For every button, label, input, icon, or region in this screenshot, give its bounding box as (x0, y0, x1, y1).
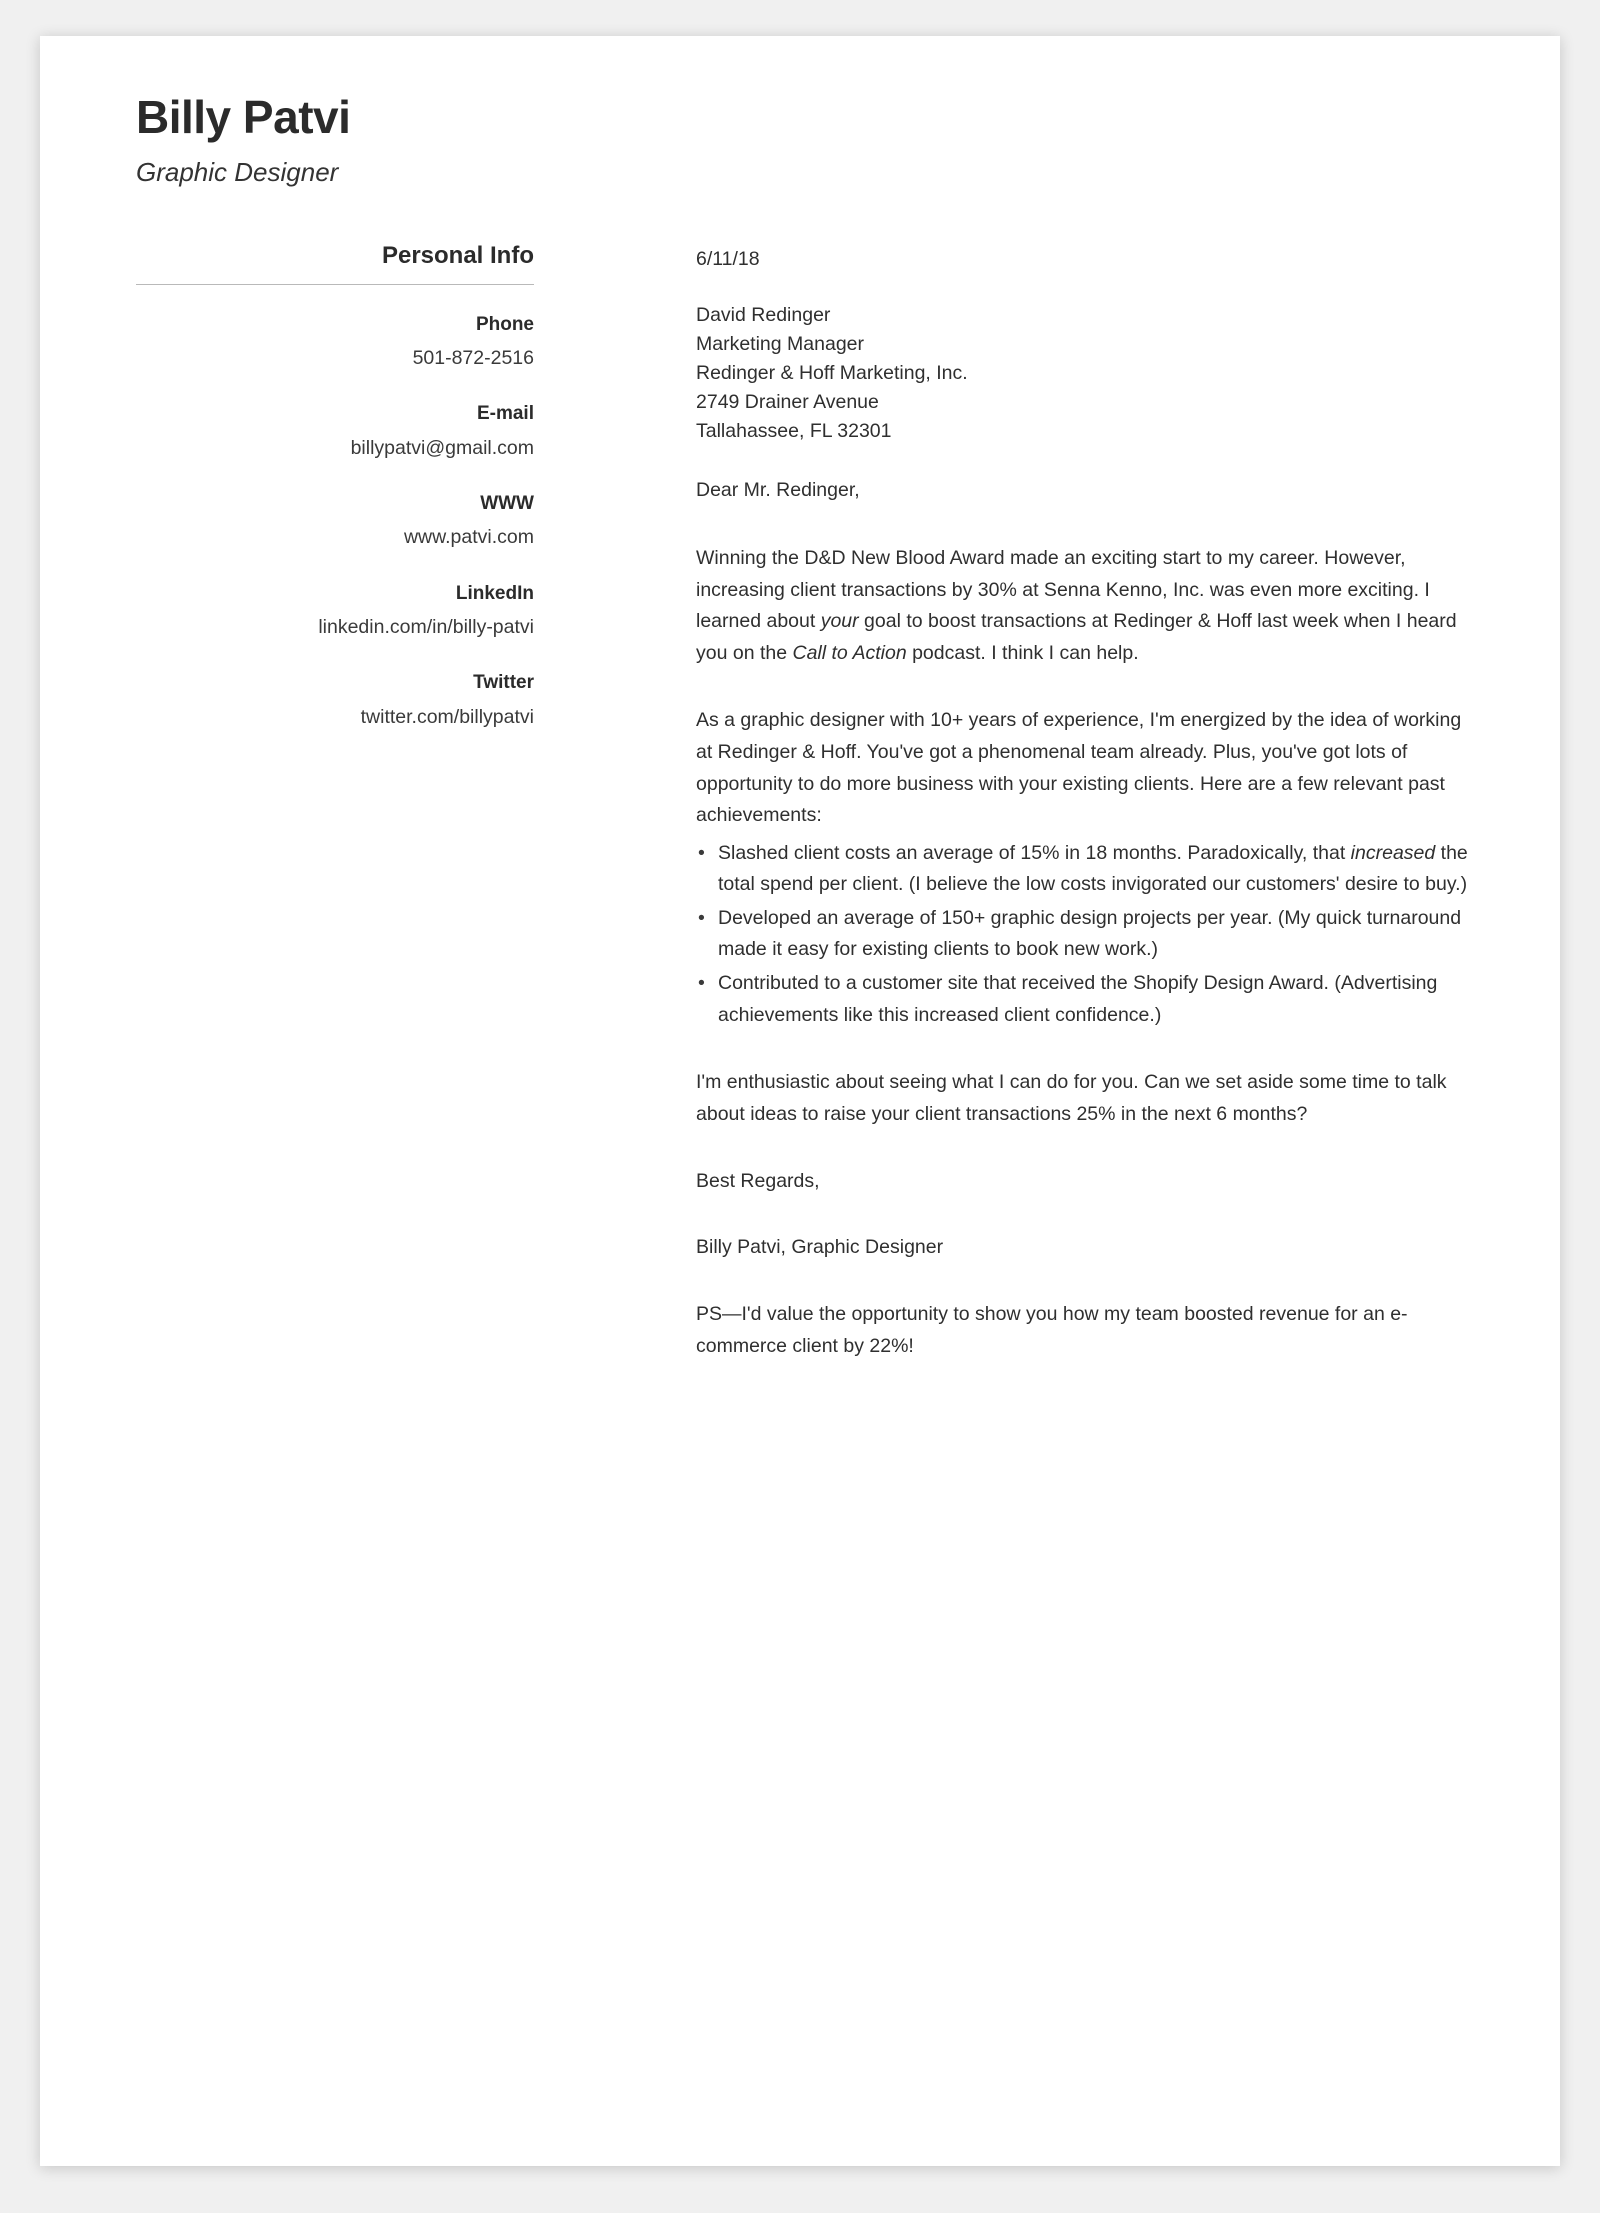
info-item-phone (136, 311, 534, 375)
letter-paragraph-3: I'm enthusiastic about seeing what I can do for you. Can we set aside some time to talk about ideas to raise your client transactions 25% in the next 6 months? (696, 1071, 1447, 1125)
achievements-list (696, 838, 1482, 1031)
sidebar-personal-info (136, 242, 534, 1363)
letter-salutation: Dear Mr. Redinger, (696, 479, 860, 502)
paragraph-1-part-b: goal to boost transactions at Redinger & Hoff last week when I heard you on the (696, 610, 1457, 664)
info-label-linkedin: LinkedIn (455, 582, 534, 604)
paragraph-1-part-c: podcast. I think I can help. (906, 641, 1139, 664)
letter-body (534, 242, 1482, 1363)
recipient-city-state-zip: Tallahassee, FL 32301 (696, 419, 892, 442)
info-item-linkedin (136, 580, 534, 644)
bullet-1-part-a: Slashed client costs an average of 15% in 18 months. Paradoxically, that (718, 841, 1351, 864)
sidebar-heading: Personal Info (136, 242, 534, 285)
list-item (696, 903, 1482, 966)
recipient-name: David Redinger (696, 304, 831, 327)
info-value-email[interactable]: billypatvi@gmail.com (350, 436, 534, 459)
recipient-address (696, 301, 1482, 445)
paragraph-1-part-a: Winning the D&D New Blood Award made an exciting start to my career. However, increasing client transactions by 30% at Senna Kenno, Inc. was even more exciting. I learned about (696, 547, 1430, 633)
info-label-email: E-mail (476, 403, 534, 425)
letter-signature: Billy Patvi, Graphic Designer (696, 1235, 944, 1258)
recipient-title: Marketing Manager (696, 333, 864, 356)
info-label-twitter: Twitter (473, 672, 534, 694)
bullet-3-text: Contributed to a customer site that received the Shopify Design Award. (Advertising achievements like this increased client confidence.) (718, 971, 1438, 1026)
recipient-company: Redinger & Hoff Marketing, Inc. (696, 361, 968, 384)
letter-date: 6/11/18 (696, 247, 760, 270)
bullet-1-part-b: the total spend per client. (I believe the low costs invigorated our customers' desire to buy.) (718, 841, 1468, 896)
info-item-email (136, 400, 534, 464)
info-item-twitter (136, 669, 534, 733)
info-value-www[interactable]: www.patvi.com (403, 526, 534, 549)
letter-closing: Best Regards, (696, 1170, 820, 1193)
document-body (40, 36, 1560, 1363)
info-value-twitter[interactable]: twitter.com/billypatvi (360, 705, 534, 728)
info-value-phone: 501-872-2516 (412, 347, 534, 370)
list-item (696, 968, 1482, 1031)
recipient-street: 2749 Drainer Avenue (696, 390, 879, 413)
paragraph-1-emphasis-2: Call to Action (792, 641, 907, 664)
letter-postscript: PS—I'd value the opportunity to show you how my team boosted revenue for an e-commerce client by 22%! (696, 1303, 1408, 1358)
bullet-1-emphasis: increased (1350, 841, 1436, 864)
info-item-www (136, 490, 534, 554)
bullet-2-text: Developed an average of 150+ graphic design projects per year. (My quick turnaround made it easy for existing clients to book new work.) (718, 906, 1462, 961)
letter-paragraph-1 (696, 543, 1482, 669)
info-label-phone: Phone (475, 313, 534, 335)
page-title: Billy Patvi (136, 91, 351, 143)
letter-paragraph-2: As a graphic designer with 10+ years of experience, I'm energized by the idea of working at Redinger & Hoff. You've got a phenomenal team already. Plus, you've got lots of opportunity to do more business with your existing clients. Here are a few relevant past achievements: (696, 709, 1462, 827)
document-page (40, 36, 1560, 2166)
job-title: Graphic Designer (136, 156, 339, 187)
two-column-layout (136, 242, 1482, 1363)
info-value-linkedin[interactable]: linkedin.com/in/billy-patvi (318, 616, 534, 639)
list-item (696, 838, 1482, 901)
info-label-www: WWW (480, 492, 534, 514)
paragraph-1-emphasis-1: your (820, 610, 859, 633)
